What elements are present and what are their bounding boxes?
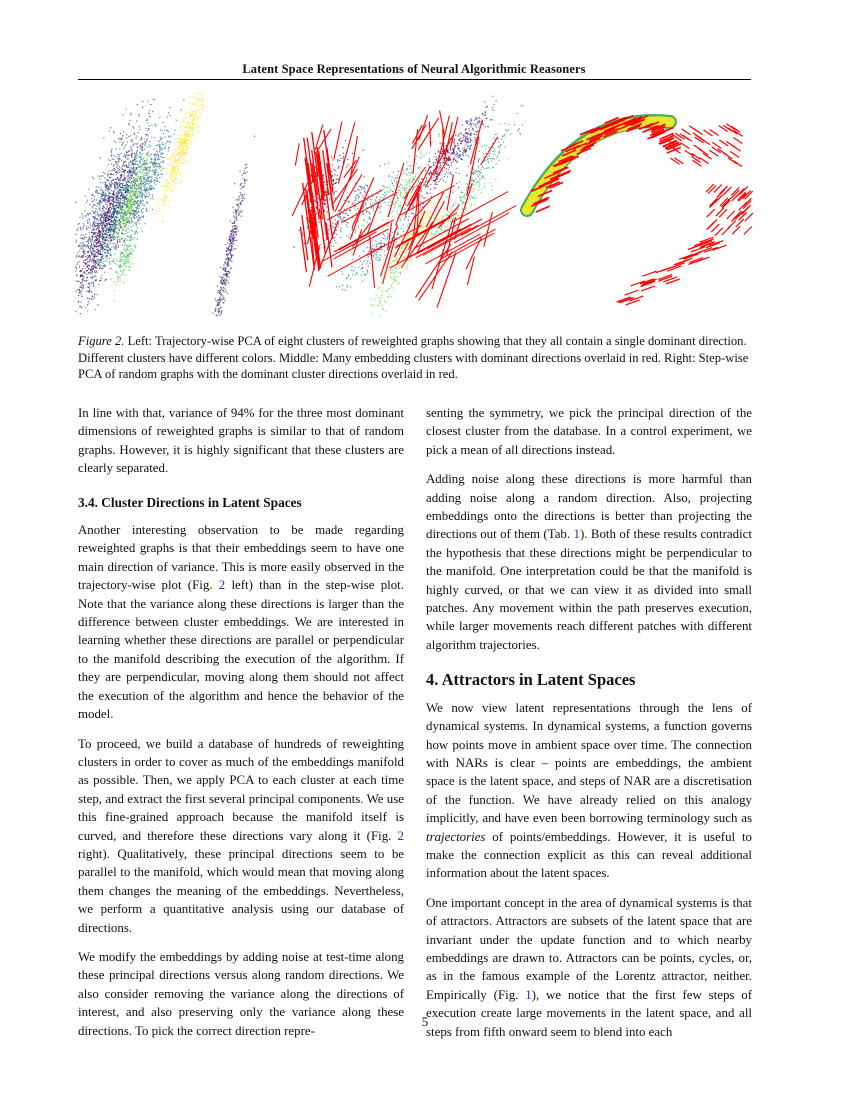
paragraph bbox=[78, 521, 404, 723]
direction-line bbox=[470, 120, 482, 165]
direction-line bbox=[713, 245, 727, 250]
direction-line bbox=[745, 213, 753, 221]
direction-line bbox=[429, 121, 430, 146]
direction-line bbox=[733, 138, 742, 144]
cluster-points bbox=[364, 196, 423, 316]
left-column bbox=[78, 404, 404, 1051]
direction-line bbox=[484, 212, 493, 247]
figure-caption-text: Left: Trajectory-wise PCA of eight clusters of reweighted graphs showing that they all contain a single dominant direction. Different clusters have different colors. Middle: Many embedding clusters with dominant directions overlaid in red. Right: Step-wise PCA of random graphs with the dominant cluster directions overlaid in red. bbox=[78, 334, 749, 381]
direction-line bbox=[643, 271, 657, 276]
paragraph bbox=[78, 735, 404, 937]
direction-line bbox=[454, 213, 509, 243]
direction-line bbox=[295, 143, 299, 165]
direction-line bbox=[694, 145, 703, 151]
direction-line bbox=[671, 158, 680, 164]
direction-line bbox=[467, 257, 474, 286]
paragraph: In line with that, variance of 94% for the three most dominant dimensions of reweighted graphs is similar to that of random graphs. However, it is highly significant that these clusters are clearly separated. bbox=[78, 406, 404, 476]
direction-line bbox=[370, 235, 375, 287]
direction-line bbox=[728, 158, 737, 164]
figure-ref-link[interactable]: 1 bbox=[525, 987, 532, 1002]
table-ref-link[interactable]: 1 bbox=[573, 527, 580, 542]
direction-line bbox=[719, 209, 727, 217]
cluster-points bbox=[75, 104, 152, 316]
direction-line bbox=[711, 224, 719, 232]
cluster-points bbox=[111, 220, 143, 302]
section-heading-4: 4. Attractors in Latent Spaces bbox=[426, 670, 636, 690]
paragraph-text: of points/embeddings. However, it is useful to make the connection explicit as this can reveal additional information about the latent spaces. bbox=[426, 829, 752, 881]
direction-line bbox=[693, 160, 702, 166]
direction-line bbox=[707, 209, 715, 217]
direction-line bbox=[716, 208, 724, 216]
direction-line bbox=[412, 125, 426, 149]
paragraph-text: left) than in the step-wise plot. Note that the variance along these directions is larger than the difference between cluster embeddings. We are interested in learning whether these directions are parallel or perpendicular to the manifold describing the execution of the algorithm. If they are perpendicular, moving along them should not affect the execution of the algorithm and hence the behavior of the model. bbox=[78, 578, 404, 722]
cluster-points bbox=[373, 133, 441, 248]
figure-2-panels bbox=[75, 92, 755, 316]
figure-label: Figure 2. bbox=[78, 334, 125, 348]
paragraph bbox=[426, 470, 752, 654]
direction-line bbox=[740, 186, 748, 194]
cluster-points bbox=[75, 92, 167, 316]
direction-line bbox=[719, 140, 728, 146]
direction-line bbox=[334, 122, 342, 160]
paragraph: We modify the embeddings by adding noise at test-time along these principal directions versus along random directions. We also consider removing the variance along the directions of interest, and also preserving only the variance along these directions. To pick the correct direction repre- bbox=[78, 949, 404, 1038]
direction-line bbox=[674, 158, 683, 164]
paragraph-text: Adding noise along these directions is more harmful than adding noise along a random direction. Also, projecting embeddings onto the directions is better than projecting the directions out of them (Tab. bbox=[426, 472, 752, 542]
direction-line bbox=[302, 215, 308, 260]
direction-line bbox=[733, 161, 742, 167]
direction-line bbox=[444, 122, 452, 161]
paragraph-text: We now view latent representations through the lens of dynamical systems. In dynamical systems, a function governs how points move in ambient space over time. The connection with NARs is clear – points are embeddings, the ambient space is the latent space, and steps of NAR are a discretisation of the function. We have already relied on this analogy implicitly, and have even been borrowing terminology such as bbox=[426, 700, 752, 826]
emphasis: trajectories bbox=[426, 829, 486, 844]
direction-line bbox=[727, 211, 735, 219]
paragraph-text: One important concept in the area of dynamical systems is that of attractors. Attractors are subsets of the latent space that are invariant under the update function and to which nearby embeddings are drawn to. Attractors can be points, cycles, or, as in the famous example of the Lorentz attractor, neither. Empirically (Fig. bbox=[426, 895, 752, 1002]
figure-2 bbox=[75, 92, 755, 316]
paragraph-text: ), we notice that the first few steps of execution create large movements in the latent space, and all steps from fifth onward seem to blend into each bbox=[426, 987, 752, 1039]
direction-line bbox=[396, 189, 410, 225]
right-column bbox=[426, 404, 752, 1052]
direction-line bbox=[719, 126, 728, 132]
direction-line bbox=[300, 227, 306, 272]
section-heading-3-4: 3.4. Cluster Directions in Latent Spaces bbox=[78, 494, 302, 510]
figure-ref-link[interactable]: 2 bbox=[397, 828, 404, 843]
direction-line bbox=[732, 145, 741, 151]
direction-line bbox=[641, 286, 655, 291]
direction-line bbox=[315, 125, 323, 150]
direction-line bbox=[722, 200, 730, 208]
paragraph-text: Another interesting observation to be made regarding reweighted graphs is that their embeddings seem to have one main direction of variance. This is more easily observed in the trajectory-wise plot (Fig. bbox=[78, 523, 404, 593]
direction-line bbox=[707, 222, 715, 230]
direction-line bbox=[466, 237, 482, 269]
figure-caption bbox=[78, 333, 756, 383]
paragraph-text: right). Qualitatively, these principal directions seem to be parallel to the manifold, which would mean that moving along them changes the meaning of the embeddings. Nevertheless, we perform a quantitative analysis using our database of directions. bbox=[78, 846, 404, 935]
running-title: Latent Space Representations of Neural Algorithmic Reasoners bbox=[242, 62, 586, 76]
direction-line bbox=[692, 157, 701, 163]
direction-line bbox=[700, 158, 709, 164]
direction-line bbox=[735, 211, 743, 219]
direction-line bbox=[738, 193, 746, 201]
direction-line bbox=[744, 227, 752, 235]
figure-ref-link[interactable]: 2 bbox=[218, 578, 226, 593]
figure-right-panel bbox=[527, 116, 753, 305]
direction-line bbox=[453, 192, 508, 222]
figure-left-panel bbox=[75, 92, 255, 316]
direction-line bbox=[682, 129, 691, 135]
direction-line bbox=[438, 205, 459, 228]
paragraph: senting the symmetry, we pick the principal direction of the closest cluster from the database. In a control experiment, we pick a mean of all directions instead. bbox=[426, 406, 752, 457]
cluster-points bbox=[207, 136, 256, 316]
paragraph-text: To proceed, we build a database of hundreds of reweighting clusters in order to cover as much of the embeddings manifold as possible. Then, we apply PCA to each cluster at each time step, and extract the first several principal components. We use this fine-grained approach because the manifold itself is curved, and therefore these directions vary along it (Fig. bbox=[78, 736, 404, 843]
direction-line bbox=[425, 234, 480, 264]
paragraph-text: ). Both of these results contradict the hypothesis that these directions might be perpendicular to the manifold. One interpretation could be that the manifold is highly curved, or that we can view it as divided into small patches. Any movement within the path preserves execution, while larger movements reach different patches with different algorithm trajectories. bbox=[426, 527, 752, 652]
direction-line bbox=[536, 206, 550, 212]
direction-line bbox=[709, 150, 718, 156]
header-rule bbox=[78, 79, 751, 80]
direction-line bbox=[680, 143, 689, 149]
direction-line bbox=[440, 111, 445, 136]
direction-line bbox=[450, 117, 458, 150]
direction-line bbox=[461, 206, 516, 236]
direction-line bbox=[710, 198, 718, 206]
direction-line bbox=[723, 153, 732, 159]
direction-line bbox=[683, 135, 692, 141]
paragraph bbox=[426, 699, 752, 883]
direction-line bbox=[685, 253, 699, 258]
direction-line bbox=[481, 137, 498, 165]
direction-line bbox=[730, 152, 739, 158]
direction-line bbox=[625, 290, 639, 295]
direction-line bbox=[626, 300, 640, 305]
page-number: 5 bbox=[421, 1014, 429, 1029]
figure-middle-panel bbox=[292, 92, 523, 316]
